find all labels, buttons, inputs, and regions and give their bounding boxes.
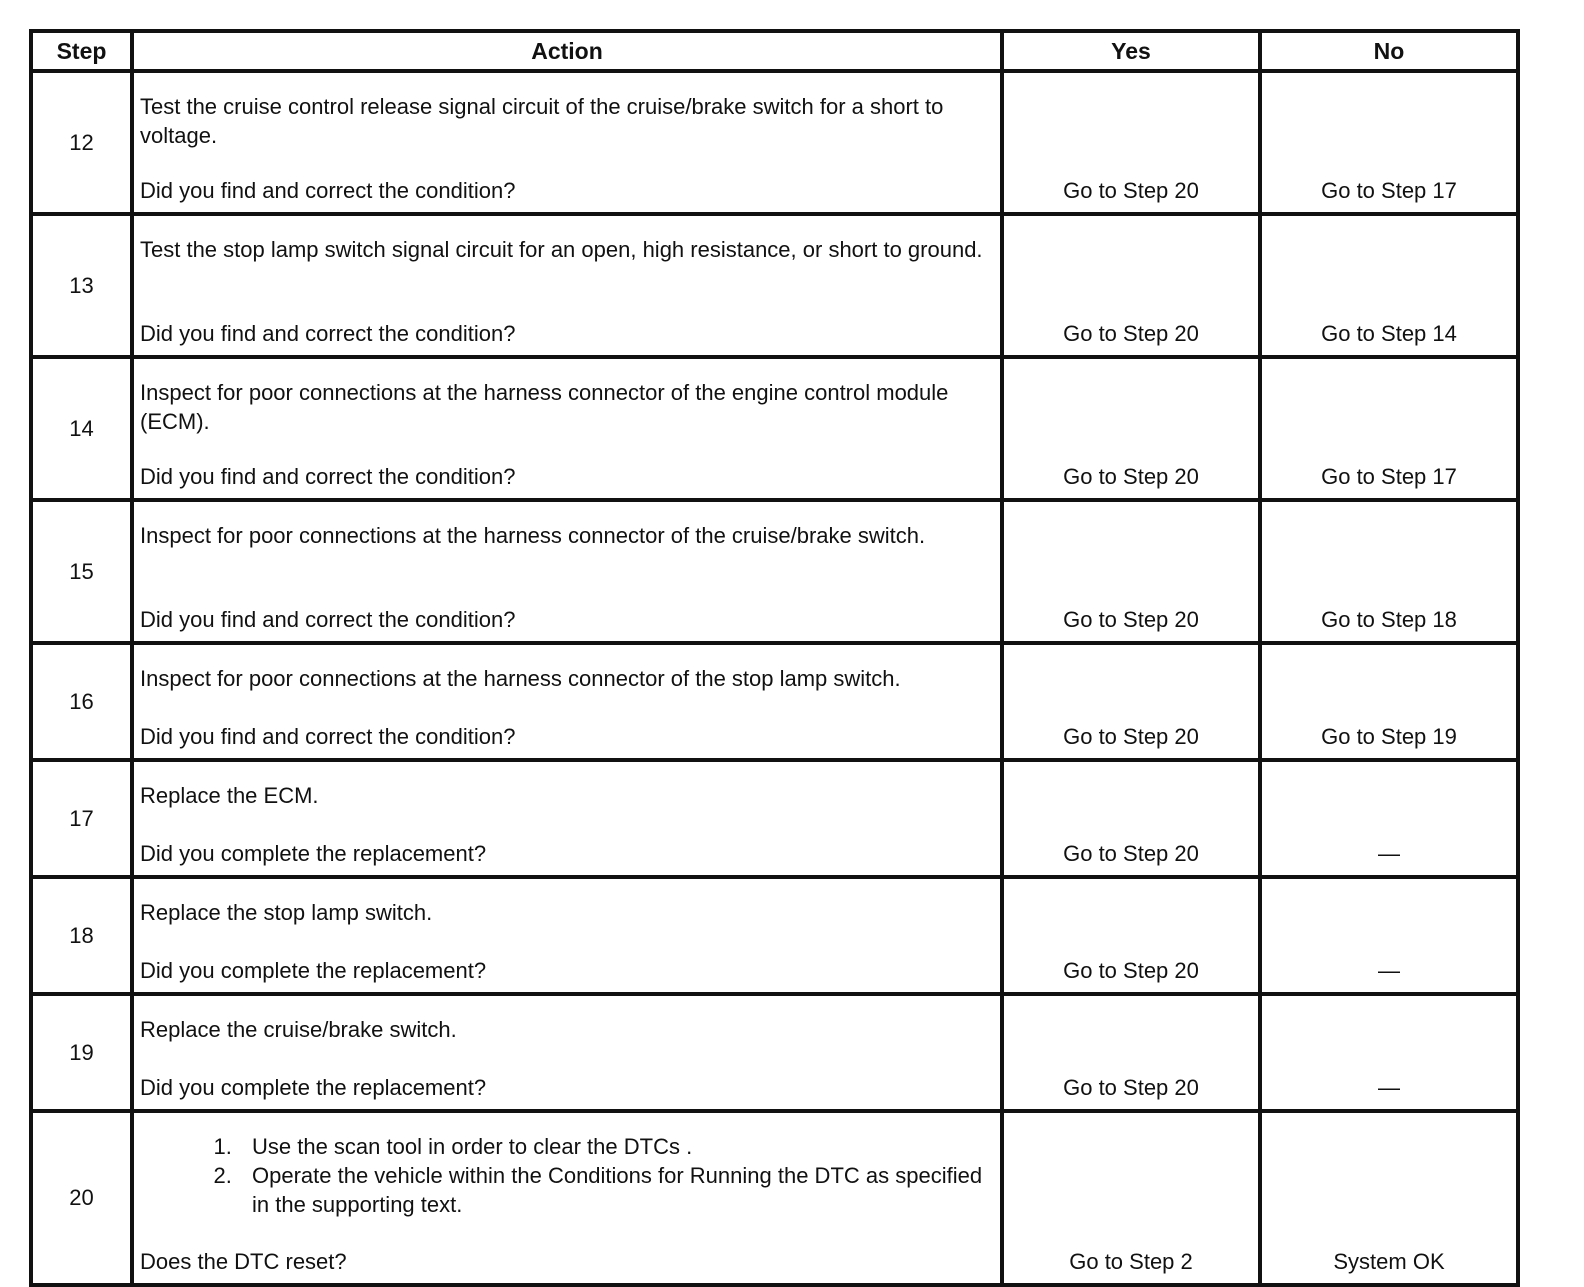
action-instruction: Replace the ECM. [140, 783, 319, 808]
action-cell [132, 1111, 1002, 1285]
yes-result: Go to Step 20 [1002, 357, 1260, 500]
yes-result: Go to Step 20 [1002, 500, 1260, 643]
table-row [31, 71, 1518, 214]
diagnostic-steps-table [29, 29, 1520, 1287]
step-number: 18 [31, 877, 132, 994]
no-result: Go to Step 14 [1260, 214, 1518, 357]
action-question: Did you complete the replacement? [140, 958, 487, 983]
table-row [31, 500, 1518, 643]
substep-item: 1. Use the scan tool in order to clear the DTCs . [238, 1132, 994, 1161]
action-question: Did you find and correct the condition? [140, 607, 516, 632]
header-no: No [1260, 31, 1518, 71]
table-row [31, 1111, 1518, 1285]
action-cell [132, 214, 1002, 357]
action-instruction: Replace the stop lamp switch. [140, 900, 433, 925]
yes-result: Go to Step 2 [1002, 1111, 1260, 1285]
action-cell [132, 643, 1002, 760]
no-result: System OK [1260, 1111, 1518, 1285]
step-number: 15 [31, 500, 132, 643]
action-instruction: Test the stop lamp switch signal circuit for an open, high resistance, or short to ground. [140, 237, 983, 262]
header-action: Action [132, 31, 1002, 71]
substep-item: 2. Operate the vehicle within the Conditions for Running the DTC as specified in the supporting text. [238, 1161, 994, 1219]
table-row [31, 877, 1518, 994]
step-number: 19 [31, 994, 132, 1111]
action-cell [132, 500, 1002, 643]
action-cell [132, 877, 1002, 994]
table-row [31, 760, 1518, 877]
action-instruction: Replace the cruise/brake switch. [140, 1017, 457, 1042]
action-question: Did you find and correct the condition? [140, 321, 516, 346]
yes-result: Go to Step 20 [1002, 214, 1260, 357]
header-row [31, 31, 1518, 71]
step-number: 16 [31, 643, 132, 760]
yes-result: Go to Step 20 [1002, 877, 1260, 994]
step-number: 13 [31, 214, 132, 357]
step-number: 14 [31, 357, 132, 500]
no-result: Go to Step 19 [1260, 643, 1518, 760]
header-step: Step [31, 31, 132, 71]
step-number: 20 [31, 1111, 132, 1285]
header-yes: Yes [1002, 31, 1260, 71]
table-row [31, 357, 1518, 500]
action-question: Did you find and correct the condition? [140, 178, 516, 203]
no-result: Go to Step 17 [1260, 357, 1518, 500]
action-question: Did you find and correct the condition? [140, 464, 516, 489]
step-number: 12 [31, 71, 132, 214]
action-cell [132, 994, 1002, 1111]
no-result: — [1260, 877, 1518, 994]
action-question: Did you complete the replacement? [140, 841, 487, 866]
substep-list [140, 1132, 994, 1219]
no-result: — [1260, 760, 1518, 877]
action-instruction: Test the cruise control release signal circuit of the cruise/brake switch for a short to voltage. [140, 94, 944, 148]
action-cell [132, 357, 1002, 500]
yes-result: Go to Step 20 [1002, 643, 1260, 760]
yes-result: Go to Step 20 [1002, 760, 1260, 877]
yes-result: Go to Step 20 [1002, 994, 1260, 1111]
no-result: Go to Step 17 [1260, 71, 1518, 214]
action-instruction: Inspect for poor connections at the harness connector of the cruise/brake switch. [140, 523, 926, 548]
step-number: 17 [31, 760, 132, 877]
table-row [31, 643, 1518, 760]
no-result: — [1260, 994, 1518, 1111]
action-cell [132, 71, 1002, 214]
action-question: Did you complete the replacement? [140, 1075, 487, 1100]
table-row [31, 214, 1518, 357]
yes-result: Go to Step 20 [1002, 71, 1260, 214]
table-row [31, 994, 1518, 1111]
no-result: Go to Step 18 [1260, 500, 1518, 643]
action-question: Does the DTC reset? [140, 1249, 347, 1274]
action-cell [132, 760, 1002, 877]
action-question: Did you find and correct the condition? [140, 724, 516, 749]
action-instruction: Inspect for poor connections at the harness connector of the engine control module (ECM). [140, 380, 949, 434]
action-instruction: Inspect for poor connections at the harness connector of the stop lamp switch. [140, 666, 901, 691]
